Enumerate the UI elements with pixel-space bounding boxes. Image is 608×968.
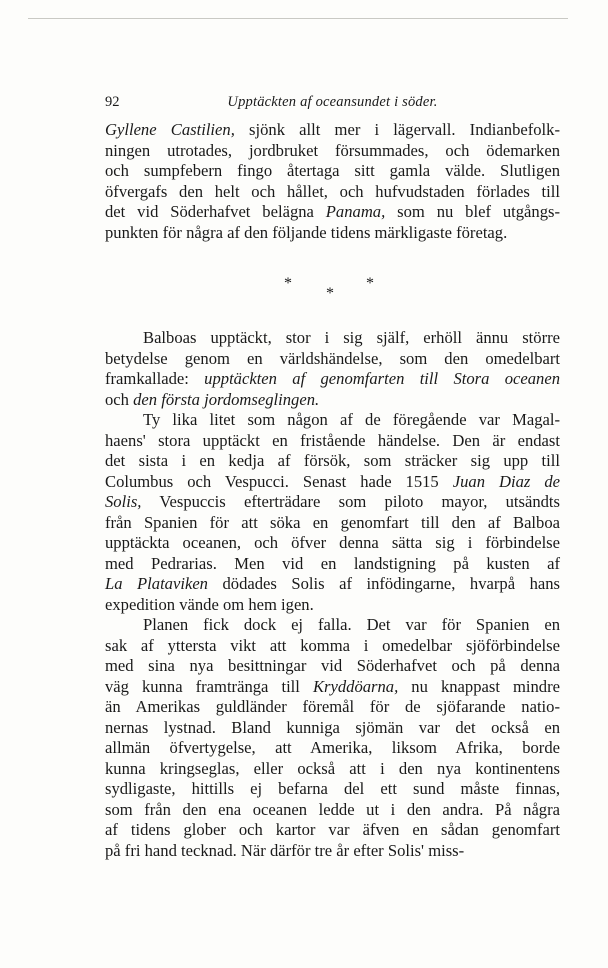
italic-text: Juan Diaz de (452, 471, 560, 491)
text-run: väg kunna framtränga till (105, 676, 313, 696)
text-run: Columbus och Vespucci. Senast hade 1515 (105, 471, 453, 491)
text-run: sjönk allt mer i lägervall. Indianbefolk- (234, 120, 560, 139)
text-line (105, 533, 560, 554)
italic-text: den första jordomseglingen. (133, 389, 320, 409)
text-run: Planen fick dock ej falla. Det var för Spanien en (143, 615, 560, 634)
text-line (105, 120, 560, 141)
italic-text: Kryddöarna, (312, 676, 399, 696)
text-run: haens' stora upptäckt en fristående händelse. Den är endast (105, 430, 560, 450)
text-line (105, 328, 560, 349)
text-line (105, 141, 560, 162)
text-run: nernas lystnad. Bland kunniga sjömän var det också en (105, 717, 560, 737)
text-line (105, 677, 560, 698)
text-run: sak af yttersta vikt att komma i omedelbar sjöförbindelse (105, 635, 560, 655)
text-run: det vid Söderhafvet belägna (105, 202, 326, 221)
text-run: och sumpfebern fingo återtaga sitt gamla välde. Slutligen (105, 161, 560, 180)
text-line (105, 492, 560, 513)
text-line (105, 841, 560, 862)
star-center: * (326, 285, 334, 302)
star-right: * (366, 275, 374, 292)
page-number: 92 (105, 94, 120, 110)
section-2-text (105, 328, 560, 861)
text-run: med Pedrarias. Men vid en landstigning på kusten af (105, 553, 560, 573)
top-edge-line (28, 18, 568, 19)
text-line (105, 554, 560, 575)
text-run: dödades Solis af infödingarne, hvarpå hans (207, 574, 560, 593)
text-run: ningen utrotades, jordbruket försummades, och ödemarken (105, 140, 560, 160)
text-line (105, 718, 560, 739)
text-run: punkten för några af den följande tidens märkligaste företag. (105, 222, 508, 242)
text-run: framkallade: (105, 369, 205, 388)
text-run: Balboas upptäckt, stor i sig själf, erhöll ännu större (143, 328, 560, 347)
text-line (105, 513, 560, 534)
text-line (105, 800, 560, 821)
text-line (105, 779, 560, 800)
italic-text: Solis, (105, 492, 142, 511)
text-line (105, 595, 560, 616)
paragraph-4 (105, 615, 560, 861)
text-line (105, 161, 560, 182)
text-line (105, 574, 560, 595)
paragraph-2 (105, 328, 560, 410)
paragraph-3 (105, 410, 560, 615)
text-line (105, 390, 560, 411)
text-line (105, 656, 560, 677)
text-run: betydelse genom en världshändelse, som den omedelbart (105, 348, 560, 368)
text-run: nu knappast mindre (398, 676, 560, 696)
italic-text: Panama, (325, 202, 386, 221)
text-run: som nu blef utgångs- (385, 202, 561, 221)
text-line (105, 759, 560, 780)
text-run: kunna kringseglas, eller också att i den nya kontinentens (105, 758, 560, 778)
text-run: som från den ena oceanen ledde ut i den andra. På några (105, 799, 560, 819)
text-run: Vespuccis efterträdare som piloto mayor, utsändts (141, 492, 560, 511)
italic-text: La Plataviken (105, 574, 208, 593)
text-line (105, 182, 560, 203)
italic-text: Gyllene Castilien, (105, 120, 235, 139)
text-line (105, 738, 560, 759)
text-run: på fri hand tecknad. När därför tre år efter Solis' miss- (105, 840, 465, 860)
text-run: öfvergafs den helt och hållet, och hufvudstaden förlades till (105, 181, 560, 201)
text-run: allmän öfvertygelse, att Amerika, liksom Afrika, borde (105, 738, 560, 757)
text-line (105, 410, 560, 431)
text-line (105, 820, 560, 841)
text-run: från Spanien för att söka en genomfart till den af Balboa (105, 512, 560, 532)
text-line (105, 431, 560, 452)
text-run: med sina nya besittningar vid Söderhafvet och på denna (105, 656, 560, 675)
text-line (105, 349, 560, 370)
text-line (105, 202, 560, 223)
text-run: expedition vände om hem igen. (105, 594, 314, 614)
text-line (105, 223, 560, 244)
text-run: af tidens glober och kartor var äfven en sådan genomfart (105, 820, 560, 839)
running-title: Upptäckten af oceansundet i söder. (227, 94, 438, 110)
text-line (105, 451, 560, 472)
text-run: Ty lika litet som någon af de föregående var Magal- (143, 410, 560, 429)
text-line (105, 472, 560, 493)
text-run: än Amerikas guldländer föremål för de sjöfarande natio- (105, 697, 560, 716)
text-line (105, 697, 560, 718)
text-run: och (105, 389, 134, 409)
text-line (105, 636, 560, 657)
section-break-stars (270, 275, 380, 305)
page-header (105, 94, 560, 114)
text-line (105, 369, 560, 390)
star-left: * (284, 275, 292, 292)
italic-text: upptäckten af genomfarten till Stora oceanen (204, 369, 561, 388)
text-run: upptäckta oceanen, och öfver denna sätta sig i förbindelse (105, 533, 560, 552)
text-line (105, 615, 560, 636)
text-run: det sista i en kedja af försök, som sträcker sig upp till (105, 451, 560, 470)
paragraph-1 (105, 120, 560, 243)
text-run: sydligaste, hittills ej befarna del ett sund måste finnas, (105, 779, 560, 798)
